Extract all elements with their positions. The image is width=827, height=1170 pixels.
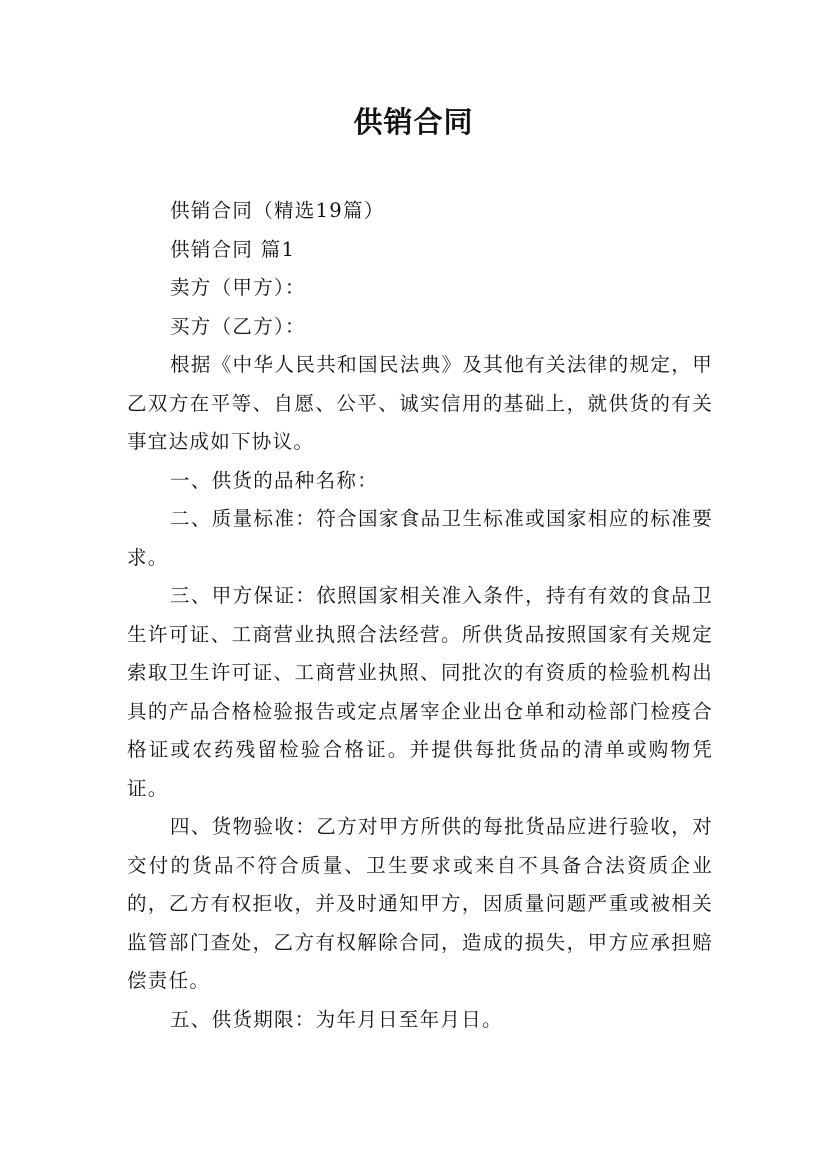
paragraph-clause-4: 四、货物验收：乙方对甲方所供的每批货品应进行验收，对交付的货品不符合质量、卫生要求或来自不具备合法资质企业的，乙方有权拒收，并及时通知甲方，因质量问题严重或被相关监管部门查处，乙方有权解除合同，造成的损失，甲方应承担赔偿责任。 bbox=[127, 815, 713, 992]
document-title: 供销合同 bbox=[353, 105, 474, 139]
paragraph-buyer: 买方（乙方）： bbox=[170, 314, 306, 338]
paragraph-section-heading: 供销合同 篇1 bbox=[170, 237, 296, 261]
paragraph-clause-2: 二、质量标准：符合国家食品卫生标准或国家相应的标准要求。 bbox=[127, 507, 713, 569]
paragraph-clause-5: 五、供货期限：为年月日至年月日。 bbox=[170, 1007, 503, 1031]
paragraph-clause-3: 三、甲方保证：依照国家相关准入条件，持有有效的食品卫生许可证、工商营业执照合法经营。所供货品按照国家有关规定索取卫生许可证、工商营业执照、同批次的有资质的检验机构出具的产品合格检验报告或定点屠宰企业出仓单和动检部门检疫合格证或农药残留检验合格证。并提供每批货品的清单或购物凭证。 bbox=[127, 584, 713, 800]
paragraph-clause-1: 一、供货的品种名称： bbox=[170, 468, 379, 492]
paragraph-preamble: 根据《中华人民共和国民法典》及其他有关法律的规定，甲乙双方在平等、自愿、公平、诚实信用的基础上，就供货的有关事宜达成如下协议。 bbox=[127, 353, 713, 453]
document-body bbox=[127, 192, 713, 1039]
paragraph-subtitle: 供销合同（精选19篇） bbox=[170, 199, 385, 222]
paragraph-seller: 卖方（甲方）： bbox=[170, 276, 306, 299]
